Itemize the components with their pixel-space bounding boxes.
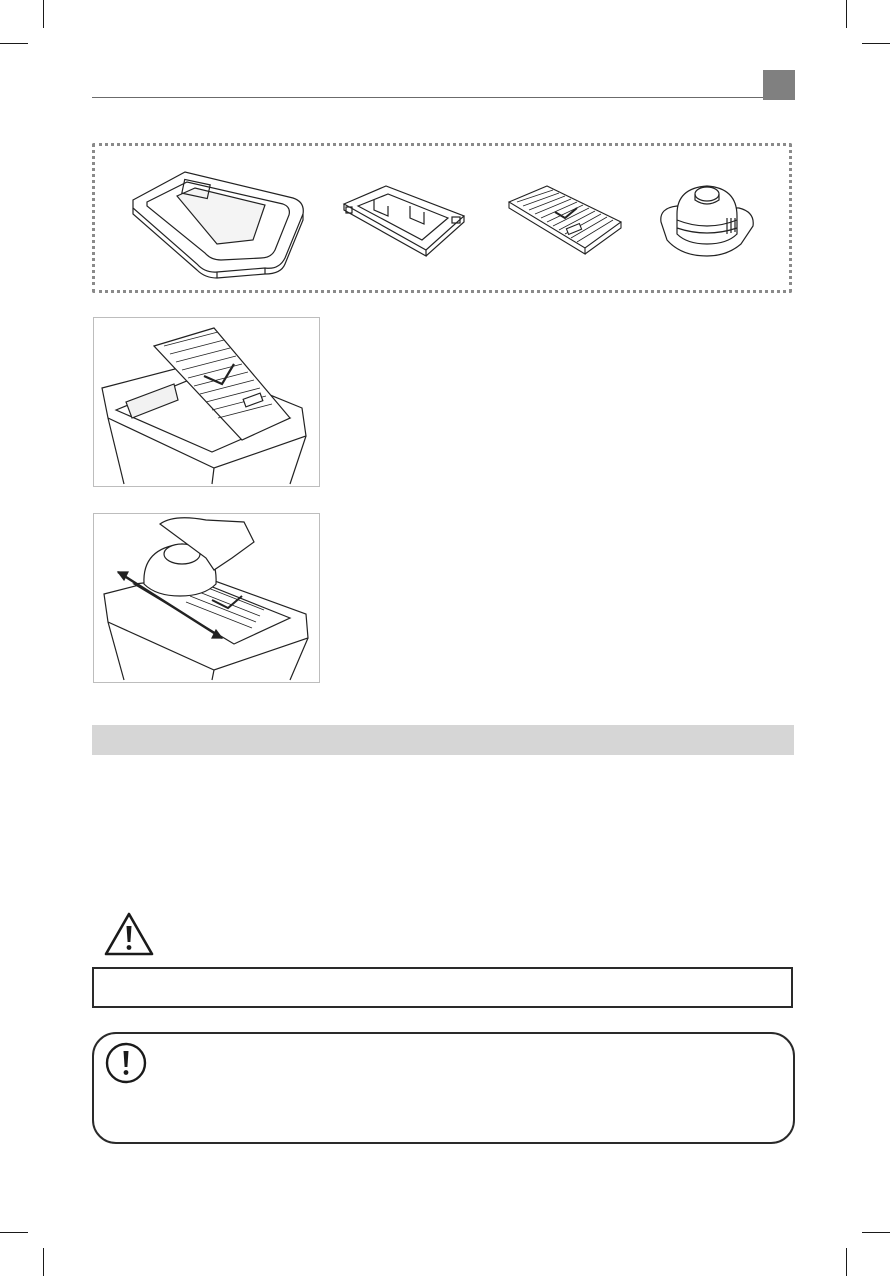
crop-mark <box>43 1248 44 1276</box>
warning-triangle-icon <box>104 912 154 956</box>
base-frame-icon <box>125 160 310 278</box>
exclamation-circle-icon <box>104 1041 148 1085</box>
crop-mark <box>846 1248 847 1276</box>
step-1-illustration <box>93 317 320 487</box>
warning-box <box>92 967 793 1008</box>
crop-mark <box>862 43 890 44</box>
food-holder-icon <box>657 178 757 260</box>
slicer-insert-frame-icon <box>340 180 470 260</box>
crop-mark <box>862 1232 890 1233</box>
crop-mark <box>0 43 28 44</box>
section-heading-bar <box>92 725 794 755</box>
note-box <box>92 1032 795 1144</box>
step-2-illustration <box>93 513 320 683</box>
header-rule <box>92 97 794 98</box>
page-tab <box>763 70 795 100</box>
crop-mark <box>0 1232 28 1233</box>
hand-sliding-food-holder-icon <box>94 514 318 681</box>
grater-blade-icon <box>505 182 625 260</box>
crop-mark <box>43 0 44 28</box>
crop-mark <box>846 0 847 28</box>
grater-mounted-on-container-icon <box>94 318 318 485</box>
